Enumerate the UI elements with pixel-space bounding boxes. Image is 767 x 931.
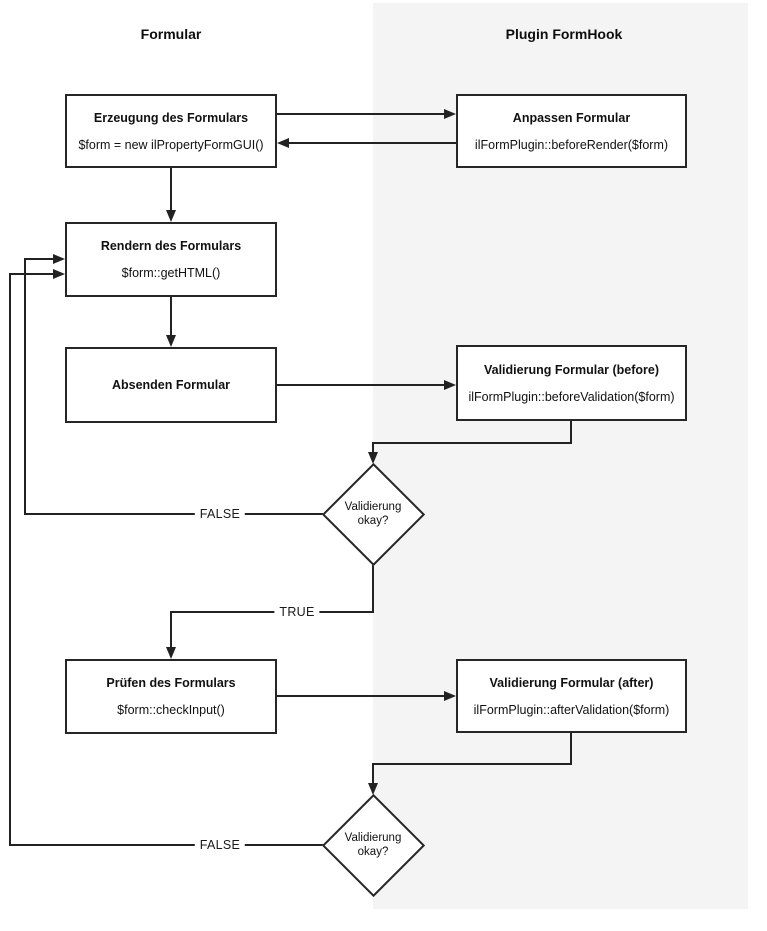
box-code: ilFormPlugin::beforeValidation($form) xyxy=(468,389,675,404)
box-anpassen-formular xyxy=(456,94,687,168)
connector-vafter-across xyxy=(372,763,572,765)
connector-absenden-validierung-before xyxy=(277,384,445,386)
column-heading-plugin-formhook: Plugin FormHook xyxy=(505,26,623,42)
connector-false1-into-rendern xyxy=(24,258,54,260)
decision-text xyxy=(323,464,423,564)
connector-vbefore-across xyxy=(372,442,572,444)
arrowhead-into-absenden xyxy=(166,335,176,347)
column-heading-formular: Formular xyxy=(140,26,202,42)
connector-false1-vertical xyxy=(24,258,26,515)
connector-erzeugung-anpassen xyxy=(277,113,445,115)
box-code: $form = new ilPropertyFormGUI() xyxy=(78,137,264,152)
arrowhead-into-rendern-top xyxy=(166,210,176,222)
decision-validierung-okay-2 xyxy=(323,795,423,895)
decision-validierung-okay-1 xyxy=(323,464,423,564)
arrowhead-into-validierung-before xyxy=(444,380,456,390)
box-title: Validierung Formular (after) xyxy=(489,675,654,690)
decision-line2: okay? xyxy=(357,515,389,527)
connector-rendern-absenden xyxy=(170,297,172,336)
box-validierung-formular-after xyxy=(456,659,687,733)
connector-false1-horizontal xyxy=(24,513,324,515)
connector-false2-horizontal xyxy=(9,844,324,846)
edge-label-false-first: FALSE xyxy=(195,507,245,521)
arrowhead-false2-into-rendern xyxy=(53,269,65,279)
connector-true-drop xyxy=(372,563,374,613)
connector-false2-into-rendern xyxy=(9,273,54,275)
decision-line1: Validierung xyxy=(344,501,402,513)
connector-true-to-pruefen xyxy=(170,611,172,648)
box-title: Prüfen des Formulars xyxy=(106,676,236,690)
connector-anpassen-erzeugung xyxy=(289,142,456,144)
box-absenden-formular xyxy=(65,347,277,423)
box-title: Absenden Formular xyxy=(111,378,231,392)
box-pruefen-des-formulars xyxy=(65,659,277,734)
box-code: ilFormPlugin::beforeRender($form) xyxy=(474,137,669,152)
box-rendern-des-formulars xyxy=(65,222,277,297)
arrowhead-into-pruefen xyxy=(166,647,176,659)
box-code: $form::getHTML() xyxy=(121,266,221,280)
decision-text xyxy=(323,795,423,895)
connector-erzeugung-rendern xyxy=(170,168,172,211)
box-code: $form::checkInput() xyxy=(117,703,225,717)
box-title: Validierung Formular (before) xyxy=(483,362,660,377)
edge-label-false-second: FALSE xyxy=(195,838,245,852)
decision-line1: Validierung xyxy=(344,832,402,844)
connector-true-across xyxy=(170,611,374,613)
arrowhead-into-erzeugung xyxy=(277,138,289,148)
box-validierung-formular-before xyxy=(456,345,687,421)
arrowhead-into-validierung-after xyxy=(444,691,456,701)
connector-pruefen-validierung-after xyxy=(277,695,445,697)
decision-line2: okay? xyxy=(357,846,389,858)
connector-vafter-drop xyxy=(570,733,572,765)
connector-false2-vertical xyxy=(9,273,11,846)
box-title: Erzeugung des Formulars xyxy=(93,110,249,125)
arrowhead-false1-into-rendern xyxy=(53,254,65,264)
box-code: ilFormPlugin::afterValidation($form) xyxy=(473,702,670,717)
box-title: Anpassen Formular xyxy=(512,110,631,125)
box-erzeugung-des-formulars xyxy=(65,94,277,168)
connector-vafter-to-decision2 xyxy=(372,763,374,784)
box-title: Rendern des Formulars xyxy=(100,239,242,253)
arrowhead-into-anpassen xyxy=(444,109,456,119)
connector-vbefore-drop xyxy=(570,421,572,444)
edge-label-true: TRUE xyxy=(274,605,319,619)
